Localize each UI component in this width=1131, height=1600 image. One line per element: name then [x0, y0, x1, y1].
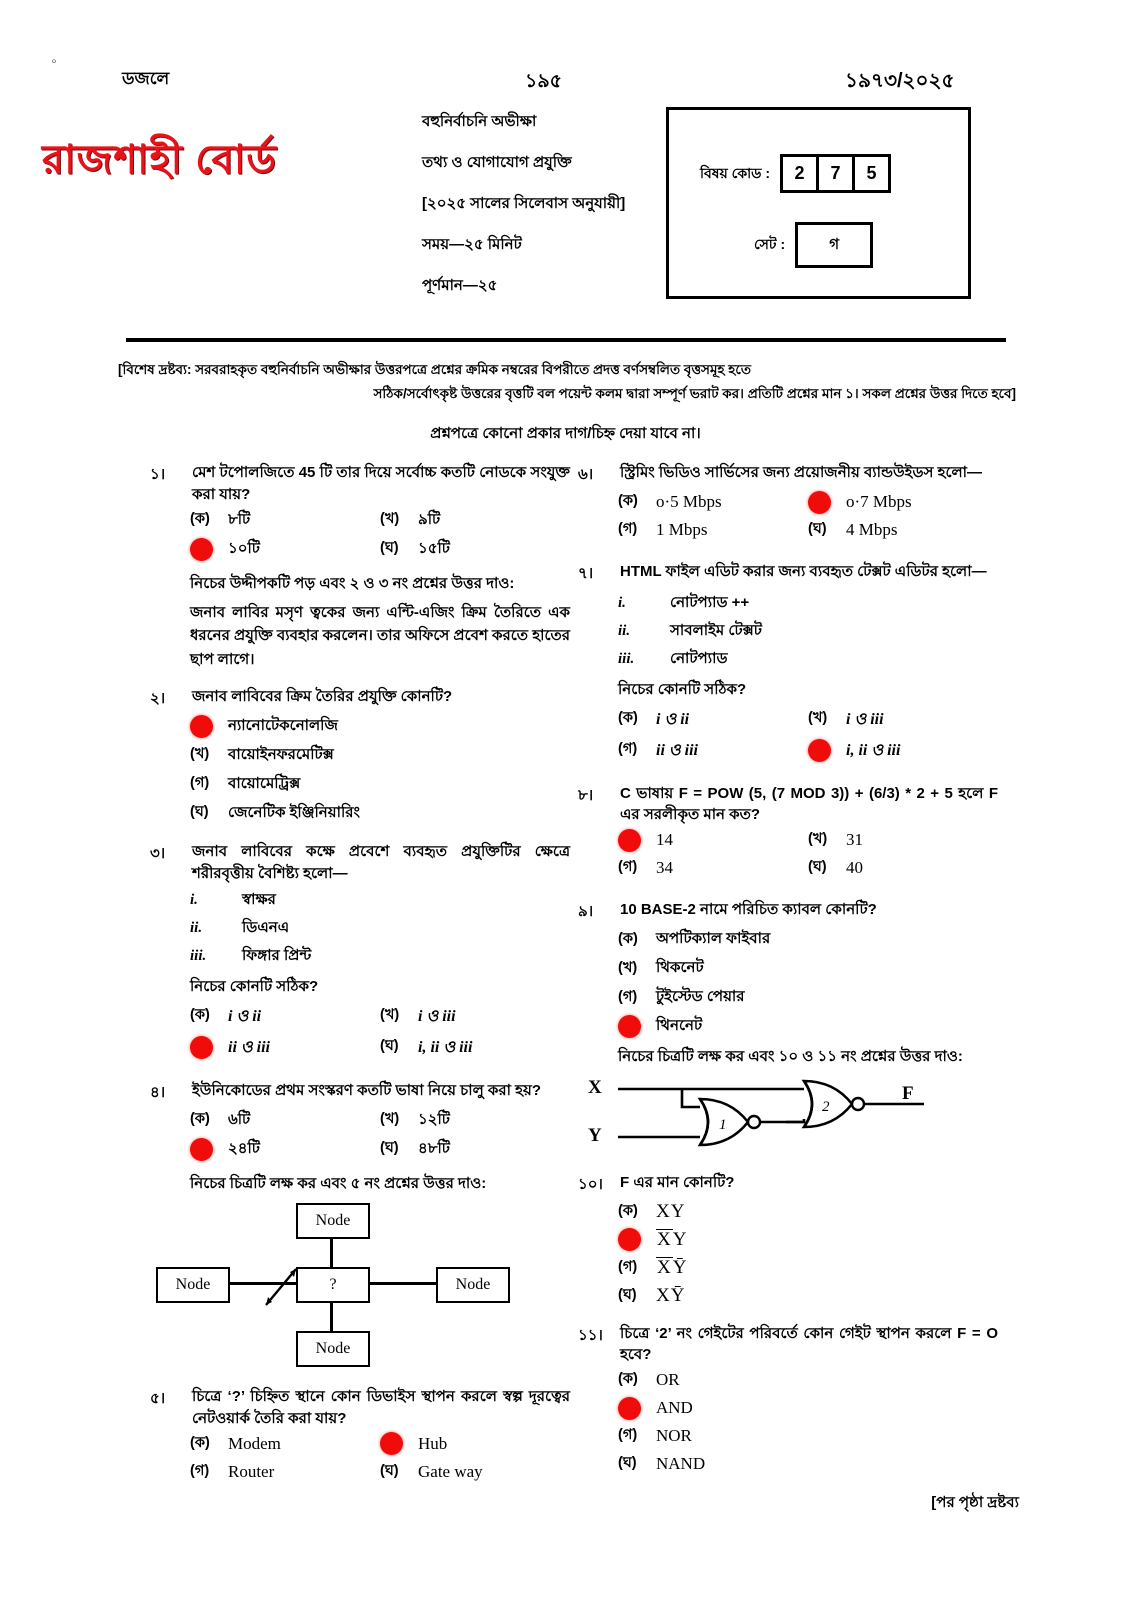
option-a[interactable] — [618, 1200, 998, 1224]
selected-answer-bubble[interactable] — [190, 538, 228, 561]
option-c[interactable] — [190, 537, 380, 562]
option-label: (ঘ) — [380, 1140, 399, 1157]
option-a[interactable] — [618, 828, 808, 852]
option-text: NAND — [656, 1454, 706, 1473]
option-d[interactable] — [618, 1284, 998, 1308]
option-text: XY — [656, 1200, 686, 1222]
option-d[interactable] — [380, 1034, 570, 1061]
set-row — [754, 222, 873, 268]
question-5 — [150, 1386, 570, 1488]
question-10 — [578, 1172, 998, 1308]
option-b[interactable] — [380, 1432, 570, 1456]
selected-answer-bubble[interactable] — [618, 1397, 656, 1420]
question-header — [578, 462, 998, 488]
roman-statement — [618, 619, 998, 644]
question-3 — [150, 841, 570, 1065]
option-c[interactable] — [190, 772, 570, 797]
question-4 — [150, 1080, 570, 1372]
subject-code-digit-1: 7 — [819, 157, 855, 190]
logic-gate-figure — [586, 1073, 998, 1157]
option-text: ৬টি — [228, 1110, 251, 1128]
selected-answer-bubble[interactable] — [808, 739, 846, 762]
option-a[interactable] — [190, 1108, 380, 1133]
question-header — [150, 462, 570, 506]
filled-bubble-icon — [380, 1432, 403, 1455]
option-label: (ক) — [618, 1371, 638, 1387]
sub-prompt: নিচের কোনটি সঠিক? — [190, 978, 319, 996]
option-text: i ও ii — [656, 710, 690, 728]
subject-code-digit-0: 2 — [783, 157, 819, 190]
option-list — [190, 714, 570, 826]
option-text: ১০টি — [228, 539, 260, 557]
option-text: OR — [656, 1370, 680, 1389]
instruction-line-2: সঠিক/সর্বোৎকৃষ্ট উত্তরের বৃত্তটি বল পয়েন্ট কলম দ্বারা সম্পূর্ণ ভরাট কর। প্রতিটি প্রশ্নের মান ১। সকল প্রশ্নের উত্তর দিতে হবে] — [373, 385, 1016, 401]
option-text: i ও ii — [228, 1007, 262, 1025]
option-label: (গ) — [618, 741, 638, 757]
option-text: o·5 Mbps — [656, 492, 722, 511]
option-text: ৪৮টি — [418, 1139, 450, 1157]
option-a[interactable] — [190, 508, 380, 533]
figure-or-passage-prompt: নিচের চিত্রটি লক্ষ কর এবং ৫ নং প্রশ্নের উত্তর দাও: — [190, 1174, 487, 1192]
option-text: 31 — [846, 830, 863, 849]
subject-code-digits — [780, 154, 891, 193]
selected-answer-bubble[interactable] — [618, 1015, 656, 1038]
option-b[interactable] — [380, 508, 570, 533]
option-d[interactable] — [808, 856, 998, 880]
option-text: NOR — [656, 1426, 692, 1445]
question-number: ৬। — [578, 466, 594, 483]
option-label: (খ) — [380, 1007, 400, 1024]
roman-label: iii. — [190, 948, 207, 965]
option-label: (ঘ) — [808, 521, 827, 537]
set-label: সেট : — [754, 236, 786, 252]
option-list — [618, 1200, 998, 1308]
option-c[interactable] — [618, 737, 808, 764]
roman-label: i. — [190, 892, 198, 909]
header-divider — [126, 338, 1006, 342]
option-text: অপটিক্যাল ফাইবার — [656, 930, 771, 947]
node-link-line — [330, 1235, 333, 1267]
page-number: ১৯৫ — [525, 71, 562, 92]
option-list — [618, 828, 998, 884]
roman-label: i. — [618, 595, 626, 611]
option-list — [190, 1108, 570, 1166]
gate-output-f-label: F — [902, 1082, 914, 1104]
question-text: জনাব লাবিবের ক্রিম তৈরির প্রযুক্তি কোনটি? — [192, 687, 453, 705]
question-text: F এর মান কোনটি? — [620, 1173, 735, 1191]
set-value: গ — [795, 222, 873, 268]
option-text: i ও iii — [846, 710, 884, 728]
question-6 — [578, 462, 998, 546]
subject-code-label: বিষয় কোড : — [700, 164, 771, 181]
corner-mark: ৹ — [52, 55, 57, 67]
question-text: 10 BASE-2 নামে পরিচিত ক্যাবল কোনটি? — [620, 901, 877, 918]
option-a[interactable] — [618, 490, 808, 514]
question-number: ১। — [150, 466, 166, 483]
option-d[interactable] — [618, 1452, 998, 1476]
option-text: 40 — [846, 858, 863, 877]
footer-note: [পর পৃষ্ঠা দ্রষ্টব্য — [931, 1494, 1019, 1511]
roman-label: ii. — [618, 623, 631, 639]
question-text: ইউনিকোডের প্রথম সংস্করণ কতটি ভাষা নিয়ে চালু করা হয়? — [192, 1081, 542, 1099]
option-label: (খ) — [808, 710, 828, 726]
selected-answer-bubble[interactable] — [618, 1228, 656, 1251]
board-name: রাজশাহী বোর্ড — [42, 138, 277, 182]
meta-line-4: পূর্ণমান—২৫ — [422, 277, 498, 294]
node-box: Node — [296, 1203, 370, 1239]
option-label: (খ) — [380, 511, 400, 527]
option-text: থিকনেট — [656, 959, 704, 976]
option-list — [618, 1368, 998, 1476]
option-a[interactable] — [190, 1003, 380, 1030]
filled-bubble-icon — [808, 739, 831, 762]
option-label: (ঘ) — [380, 540, 399, 556]
question-9 — [578, 899, 998, 1157]
question-number: ৫। — [150, 1390, 166, 1408]
option-c[interactable] — [618, 985, 998, 1010]
filled-bubble-icon — [190, 1138, 213, 1161]
roman-text: সাবলাইম টেক্সট — [670, 622, 762, 639]
option-label: (ঘ) — [618, 1455, 637, 1471]
option-label: (ঘ) — [808, 859, 827, 875]
filled-bubble-icon — [618, 829, 641, 852]
option-b[interactable] — [190, 743, 570, 768]
option-text: 1 Mbps — [656, 520, 708, 539]
option-text: বায়োইনফরমেটিক্স — [228, 745, 334, 763]
option-a[interactable] — [190, 714, 570, 739]
selected-answer-bubble[interactable] — [808, 491, 846, 514]
figure-or-passage-prompt: নিচের উদ্দীপকটি পড় এবং ২ ও ৩ নং প্রশ্নের উত্তর দাও: — [190, 574, 515, 592]
node-topology-figure — [150, 1201, 570, 1371]
option-text: ২৪টি — [228, 1139, 260, 1157]
board-subtitle: ডজলে — [122, 69, 170, 88]
option-label: (ক) — [618, 493, 638, 509]
roman-label: ii. — [190, 920, 203, 937]
question-number: ২। — [150, 689, 166, 707]
option-label: (ঘ) — [190, 804, 209, 821]
option-label: (গ) — [618, 859, 638, 875]
option-text: 34 — [656, 858, 673, 877]
option-b[interactable] — [618, 1228, 998, 1252]
sub-prompt: নিচের কোনটি সঠিক? — [618, 681, 747, 698]
selected-answer-bubble[interactable] — [618, 829, 656, 852]
question-text: জনাব লাবিবের কক্ষে প্রবেশে ব্যবহৃত প্রযুক্তিটির ক্ষেত্রে শরীরবৃত্তীয় বৈশিষ্ট্য হলো— — [192, 842, 570, 882]
gate-input-y-label: Y — [588, 1124, 602, 1146]
option-label: (ক) — [190, 1434, 210, 1451]
question-8 — [578, 783, 998, 885]
selected-answer-bubble[interactable] — [190, 715, 228, 738]
option-label: (ক) — [618, 930, 638, 947]
node-box: Node — [156, 1267, 230, 1303]
svg-text:1: 1 — [719, 1116, 727, 1133]
option-c[interactable] — [190, 1460, 380, 1484]
option-a[interactable] — [618, 1368, 998, 1392]
option-b[interactable] — [808, 490, 998, 514]
option-a[interactable] — [618, 706, 808, 733]
paper-number: ১৯৭৩/২০২৫ — [845, 70, 955, 92]
option-list — [190, 1432, 570, 1488]
question-header — [150, 1386, 570, 1430]
option-label: (ক) — [190, 511, 210, 527]
question-7 — [578, 561, 998, 768]
option-label: (ক) — [618, 1202, 638, 1219]
option-text: Gate way — [418, 1461, 483, 1481]
option-d[interactable] — [808, 518, 998, 542]
option-label: (গ) — [190, 775, 210, 792]
question-text: চিত্রে ‘?’ চিহ্নিত স্থানে কোন ডিভাইস স্থাপন করলে স্বল্প দূরত্বের নেটওয়ার্ক তৈরি করা যায়? — [192, 1388, 570, 1427]
option-text: Hub — [418, 1433, 448, 1453]
option-label: (ক) — [190, 1007, 210, 1024]
option-text: ন্যানোটেকনোলজি — [228, 716, 338, 734]
option-list — [618, 490, 998, 546]
question-text: চিত্রে ‘2’ নং গেইটের পরিবর্তে কোন গেইট স্থাপন করলে F = O হবে? — [620, 1324, 998, 1364]
gate-input-x-label: X — [588, 1076, 602, 1098]
roman-text: ডিএনএ — [242, 919, 290, 937]
option-list — [618, 927, 998, 1039]
question-text: মেশ টপোলজিতে 45 টি তার দিয়ে সর্বোচ্চ কতটি নোডকে সংযুক্ত করা যায়? — [192, 464, 570, 503]
option-text: বায়োমেট্রিক্স — [228, 774, 301, 792]
meta-line-2: [২০২৫ সালের সিলেবাস অনুযায়ী] — [422, 195, 626, 212]
option-b[interactable] — [618, 1396, 998, 1420]
option-label: (খ) — [808, 831, 828, 847]
node-link-line — [366, 1282, 436, 1285]
question-1 — [150, 462, 570, 671]
question-header — [150, 1080, 570, 1106]
question-header — [578, 783, 998, 827]
filled-bubble-icon — [618, 1228, 641, 1251]
selected-answer-bubble[interactable] — [190, 1036, 228, 1059]
question-text: স্ট্রিমিং ভিডিও সার্ভিসের জন্য প্রয়োজনীয় ব্যান্ডউইডস হলো— — [620, 464, 983, 481]
option-label: (গ) — [190, 1462, 210, 1479]
question-number: ৩। — [150, 844, 166, 862]
option-list — [190, 508, 570, 566]
question-header — [150, 841, 570, 885]
option-a[interactable] — [618, 927, 998, 952]
filled-bubble-icon — [190, 538, 213, 561]
option-text: 14 — [656, 830, 673, 849]
filled-bubble-icon — [618, 1397, 641, 1420]
option-d[interactable] — [380, 537, 570, 562]
instruction-no-marks: প্রশ্নপত্রে কোনো প্রকার দাগ/চিহ্ন দেয়া যাবে না। — [430, 425, 701, 442]
option-d[interactable] — [808, 737, 998, 764]
option-text: ৮টি — [228, 510, 251, 528]
subject-code-box — [666, 107, 971, 299]
meta-line-1: তথ্য ও যোগাযোগ প্রযুক্তি — [422, 154, 572, 171]
roman-statement — [190, 944, 570, 969]
question-header — [150, 686, 570, 712]
option-text: ১৫টি — [418, 539, 450, 557]
option-label: (ক) — [190, 1111, 210, 1128]
meta-line-3: সময়—২৫ মিনিট — [422, 236, 522, 253]
option-label: (খ) — [190, 746, 210, 763]
option-text: XȲ — [657, 1256, 688, 1278]
roman-statement — [618, 647, 998, 672]
filled-bubble-icon — [808, 491, 831, 514]
option-text: o·7 Mbps — [846, 492, 912, 511]
question-text: C ভাষায় F = POW (5, (7 MOD 3)) + (6/3) * 2 + 5 হলে F এর সরলীকৃত মান কত? — [620, 784, 998, 824]
pointer-arrow-icon — [250, 1253, 320, 1323]
option-c[interactable] — [618, 1424, 998, 1448]
option-label: (খ) — [380, 1111, 400, 1128]
option-text: ii ও iii — [228, 1038, 271, 1056]
question-number: ৭। — [578, 565, 594, 582]
option-text: Modem — [228, 1433, 281, 1453]
option-label: (ঘ) — [618, 1286, 637, 1303]
filled-bubble-icon — [190, 715, 213, 738]
selected-answer-bubble[interactable] — [190, 1138, 228, 1161]
roman-statement — [618, 591, 998, 616]
option-a[interactable] — [190, 1432, 380, 1456]
option-label: (ঘ) — [380, 1462, 399, 1479]
option-d[interactable] — [380, 1460, 570, 1484]
question-header — [578, 561, 998, 587]
subject-code-digit-2: 5 — [855, 157, 888, 190]
question-number: ৯। — [578, 903, 594, 920]
option-b[interactable] — [380, 1003, 570, 1030]
question-text: HTML ফাইল এডিট করার জন্য ব্যবহৃত টেক্সট এডিটর হলো— — [620, 563, 987, 580]
option-text: XY — [657, 1228, 688, 1250]
option-label: (গ) — [618, 1258, 638, 1275]
option-c[interactable] — [618, 1256, 998, 1280]
option-text: 4 Mbps — [846, 520, 898, 539]
option-b[interactable] — [618, 956, 998, 981]
option-list — [190, 1003, 570, 1065]
option-text: থিননেট — [656, 1017, 703, 1034]
question-header — [578, 1323, 998, 1367]
filled-bubble-icon — [190, 1036, 213, 1059]
node-center-unknown: ? — [296, 1267, 370, 1303]
stimulus-passage: জনাব লাবির মসৃণ ত্বকের জন্য এন্টি-এজিং ক্রিম তৈরিতে এক ধরনের প্রযুক্তি ব্যবহার করলেন। তার অফিসে প্রবেশ করতে হাতের ছাপ লাগে। — [190, 604, 570, 668]
roman-text: নোটপ্যাড — [670, 650, 728, 667]
option-list — [618, 706, 998, 768]
option-c[interactable] — [618, 518, 808, 542]
roman-statement — [190, 888, 570, 913]
roman-label: iii. — [618, 651, 635, 667]
subject-code-row — [700, 154, 891, 193]
roman-statement-list — [618, 591, 998, 672]
roman-text: ফিঙ্গার প্রিন্ট — [242, 947, 312, 965]
option-d[interactable] — [190, 801, 570, 826]
meta-line-0: বহুনির্বাচনি অভীক্ষা — [422, 113, 537, 130]
option-label: (গ) — [618, 1427, 638, 1443]
option-b[interactable] — [808, 828, 998, 852]
instructions-block — [118, 358, 1016, 405]
node-box: Node — [296, 1331, 370, 1367]
question-number: ৮। — [578, 786, 594, 804]
option-text: AND — [656, 1398, 693, 1417]
option-text: Router — [228, 1461, 275, 1481]
option-label: (গ) — [618, 988, 638, 1005]
option-text: XȲ — [656, 1284, 686, 1306]
roman-text: স্বাক্ষর — [242, 891, 276, 909]
question-number: ৪। — [150, 1083, 166, 1101]
question-2 — [150, 686, 570, 826]
question-number: ১০। — [578, 1175, 603, 1193]
option-d[interactable] — [618, 1014, 998, 1039]
option-b[interactable] — [808, 706, 998, 733]
option-label: (ঘ) — [380, 1038, 399, 1055]
option-text: ii ও iii — [656, 741, 699, 759]
question-number: ১১। — [578, 1326, 603, 1344]
option-label: (গ) — [618, 521, 638, 537]
roman-statement-list — [190, 888, 570, 969]
selected-answer-bubble[interactable] — [380, 1432, 418, 1455]
option-text: i, ii ও iii — [846, 741, 901, 759]
roman-text: নোটপ্যাড ++ — [670, 594, 750, 611]
option-c[interactable] — [190, 1137, 380, 1162]
question-column-right — [578, 462, 998, 1491]
option-text: i ও iii — [418, 1007, 456, 1025]
instruction-line-1: [বিশেষ দ্রষ্টব্য: সরবরাহকৃত বহুনির্বাচনি অভীক্ষার উত্তরপত্রে প্রশ্নের ক্রমিক নম্বরের বিপরীতে প্রদত্ত বর্ণসম্বলিত বৃত্তসমূহ হতে — [118, 362, 751, 377]
question-header — [578, 899, 998, 925]
exam-meta-block — [422, 110, 625, 315]
option-text: ১২টি — [418, 1110, 450, 1128]
option-c[interactable] — [190, 1034, 380, 1061]
option-c[interactable] — [618, 856, 808, 880]
roman-statement — [190, 916, 570, 941]
question-column-left — [150, 462, 570, 1503]
option-label: (খ) — [618, 959, 638, 976]
option-text: জেনেটিক ইঞ্জিনিয়ারিং — [228, 803, 360, 821]
nor-gate-circuit-svg — [608, 1073, 938, 1157]
question-header — [578, 1172, 998, 1198]
svg-text:2: 2 — [822, 1098, 830, 1115]
option-text: i, ii ও iii — [418, 1038, 473, 1056]
filled-bubble-icon — [618, 1015, 641, 1038]
option-label: (ক) — [618, 710, 638, 726]
question-11 — [578, 1323, 998, 1477]
option-text: টুইস্টেড পেয়ার — [656, 988, 745, 1005]
option-text: ৯টি — [418, 510, 441, 528]
option-d[interactable] — [380, 1137, 570, 1162]
option-b[interactable] — [380, 1108, 570, 1133]
node-link-line — [330, 1299, 333, 1331]
node-box: Node — [436, 1267, 510, 1303]
figure-or-passage-prompt: নিচের চিত্রটি লক্ষ কর এবং ১০ ও ১১ নং প্রশ্নের উত্তর দাও: — [618, 1048, 963, 1065]
